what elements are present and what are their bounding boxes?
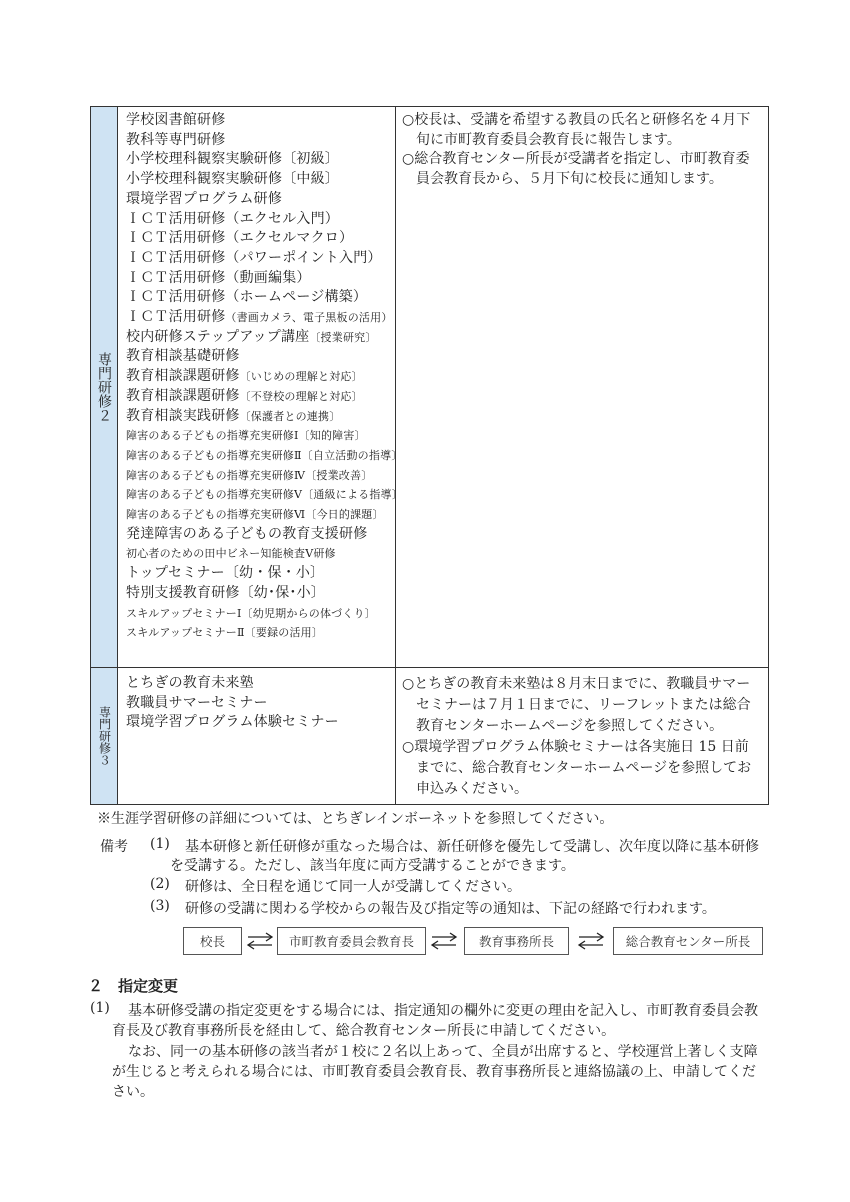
note: ○総合教育センター所長が受講者を指定し、市町教育委員会教育長から、５月下旬に校長に通知します。	[402, 151, 750, 187]
remark-line: を受講する。ただし、該当年度に両方受講することができます。	[170, 858, 575, 874]
footnote: ※生涯学習研修の詳細については、とちぎレインボーネットを参照してください。	[97, 811, 614, 827]
course-title: ＩＣＴ活用研修	[126, 309, 226, 326]
course-title: トップセミナー〔幼・保・小〕	[126, 565, 325, 582]
course-item	[126, 111, 395, 131]
course-item	[126, 485, 403, 505]
flow-box-principal: 校長	[183, 927, 242, 955]
course-item	[126, 466, 395, 486]
course-subtitle: 障害のある子どもの指導充実研修Ⅰ〔知的障害〕	[126, 429, 366, 443]
row-label-text: 専門研修３	[97, 706, 112, 766]
remark-line: 基本研修と新任研修が重なった場合は、新任研修を優先して受講し、次年度以降に基本研修	[185, 839, 759, 855]
course-subtitle: 障害のある子どもの指導充実研修Ⅵ〔今日的課題〕	[126, 508, 384, 522]
course-item	[126, 170, 395, 190]
remark-line: 研修の受講に関わる学校からの報告及び指定等の通知は、下記の経路で行われます。	[185, 901, 716, 917]
course-item	[126, 544, 395, 564]
bidirectional-arrow-icon	[577, 930, 605, 952]
course-title: ＩＣＴ活用研修（動画編集）	[126, 269, 311, 286]
course-item	[126, 604, 395, 624]
section-heading: ２ 指定変更	[88, 977, 179, 995]
course-subtitle: 障害のある子どもの指導充実研修Ⅳ〔授業改善〕	[126, 468, 373, 482]
para-num: (1)	[90, 1000, 110, 1016]
course-subtitle: 障害のある子どもの指導充実研修Ⅱ〔自立活動の指導〕	[126, 448, 403, 462]
course-item: とちぎの教育未来塾	[126, 675, 254, 691]
course-item	[126, 584, 395, 604]
course-subtitle: 〔授業研究〕	[309, 330, 377, 344]
course-item	[126, 229, 395, 249]
notes-cell	[396, 668, 769, 805]
course-item	[126, 446, 403, 466]
course-title: 教育相談実践研修	[126, 407, 240, 424]
para-line: 基本研修受講の指定変更をする場合には、指定通知の欄外に変更の理由を記入し、市町教育委員会教	[128, 1003, 758, 1019]
course-item	[126, 288, 395, 308]
course-title: 教育相談課題研修	[126, 368, 240, 385]
course-item	[126, 190, 395, 210]
row-senmon-2	[91, 107, 769, 668]
course-item: 環境学習プログラム体験セミナー	[126, 714, 339, 731]
course-list	[118, 107, 403, 668]
remark-num: (1)	[150, 836, 170, 852]
training-table	[90, 106, 769, 805]
flow-box-municipal: 市町教育委員会教育長	[277, 927, 426, 955]
note: ○とちぎの教育未来塾は８月末日までに、教職員サマーセミナーは７月１日までに、リーフレットまたは総合教育センターホームページを参照してください。	[402, 676, 751, 734]
course-item	[126, 564, 395, 584]
course-subtitle: 〔不登校の理解と対応〕	[239, 389, 363, 403]
course-item	[126, 347, 395, 367]
course-title: 学校図書館研修	[126, 112, 226, 128]
course-list	[118, 668, 396, 805]
flow-box-center: 総合教育センター所長	[613, 927, 763, 955]
course-subtitle: 〔いじめの理解と対応〕	[239, 370, 363, 384]
para-line: 育長及び教育事務所長を経由して、総合教育センター所長に申請してください。	[112, 1023, 616, 1039]
remark-num: (2)	[150, 876, 170, 892]
course-item	[126, 505, 395, 525]
course-subtitle: （書画カメラ、電子黒板の活用）	[225, 311, 393, 325]
remarks-head: 備考	[100, 839, 128, 855]
row-senmon-3	[91, 668, 769, 805]
row-label	[91, 107, 118, 668]
course-subtitle: スキルアップセミナーⅡ〔要録の活用〕	[126, 626, 324, 640]
note: ○校長は、受講を希望する教員の氏名と研修名を４月下旬に市町教育委員会教育長に報告します。	[402, 112, 751, 148]
row-label-text: 専門研修２	[96, 352, 112, 422]
para-line: なお、同一の基本研修の該当者が１校に２名以上あって、全員が出席すると、学校運営上著しく支障	[128, 1044, 758, 1060]
flow-box-office: 教育事務所長	[464, 927, 569, 955]
notes-cell	[396, 107, 769, 668]
course-item	[126, 249, 395, 269]
course-title: 校内研修ステップアップ講座	[126, 328, 310, 345]
course-item	[126, 210, 395, 230]
para-line: さい。	[112, 1084, 154, 1100]
row-label	[91, 668, 118, 805]
course-item: 教職員サマーセミナー	[126, 694, 268, 711]
bidirectional-arrow-icon	[246, 930, 274, 952]
course-subtitle: 〔保護者との連携〕	[239, 409, 341, 423]
note: ○環境学習プログラム体験セミナーは各実施日 15 日前までに、総合教育センターホームページを参照してお申込みください。	[402, 739, 752, 797]
course-title: 教育相談基礎研修	[126, 348, 240, 365]
remark-line: 研修は、全日程を通じて同一人が受講してください。	[185, 879, 521, 895]
course-title: 教科等専門研修	[126, 131, 226, 148]
course-item	[126, 407, 395, 427]
bidirectional-arrow-icon	[430, 930, 458, 952]
course-item	[126, 150, 395, 170]
course-item	[126, 269, 395, 289]
course-title: 教育相談課題研修	[126, 387, 240, 404]
course-title: ＩＣＴ活用研修（ホームページ構築）	[126, 289, 368, 306]
course-title: 小学校理科観察実験研修〔中級〕	[126, 171, 339, 188]
course-title: 特別支援教育研修〔幼･保･小〕	[126, 584, 325, 601]
course-title: ＩＣＴ活用研修（エクセル入門）	[126, 210, 339, 227]
para-line: が生じると考えられる場合には、市町教育委員会教育長、教育事務所長と連絡協議の上、申請してくだ	[112, 1064, 756, 1080]
course-title: 発達障害のある子どもの教育支援研修	[126, 525, 368, 542]
course-item	[126, 328, 395, 348]
course-item	[126, 308, 395, 328]
course-title: ＩＣＴ活用研修（パワーポイント入門）	[126, 249, 382, 266]
course-item	[126, 426, 395, 446]
course-subtitle: 初心者のための田中ビネー知能検査Ⅴ研修	[126, 547, 336, 561]
course-item	[126, 525, 395, 545]
course-item	[126, 367, 395, 387]
course-title: 小学校理科観察実験研修〔初級〕	[126, 151, 339, 168]
course-title: 環境学習プログラム研修	[126, 190, 283, 207]
remark-num: (3)	[150, 898, 170, 914]
course-item	[126, 131, 395, 151]
course-subtitle: スキルアップセミナーⅠ〔幼児期からの体づくり〕	[126, 606, 376, 620]
course-item	[126, 623, 395, 643]
course-item	[126, 387, 395, 407]
course-subtitle: 障害のある子どもの指導充実研修Ⅴ〔通級による指導〕	[126, 488, 403, 502]
course-title: ＩＣＴ活用研修（エクセルマクロ）	[126, 230, 354, 247]
